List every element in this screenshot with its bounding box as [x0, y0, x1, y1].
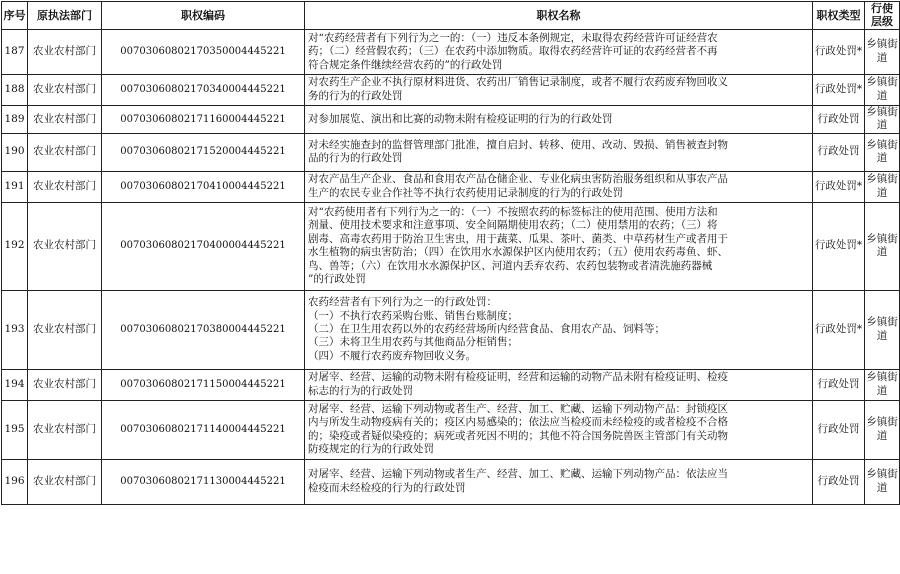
row-type: 行政处罚 [813, 400, 865, 459]
row-type: 行政处罚* [813, 171, 865, 202]
row-code: 00703060802170400004445221 [102, 202, 305, 290]
row-number: 191 [2, 171, 28, 202]
row-code: 00703060802171520004445221 [102, 133, 305, 171]
row-name-line: 剂量、使用技术要求和注意事项、安全间隔期使用农药；（二）使用禁用的农药；（三）将 [308, 219, 718, 232]
table-row [2, 105, 900, 133]
row-name [305, 459, 813, 504]
row-name [305, 202, 813, 290]
row-number: 195 [2, 400, 28, 459]
header-row [2, 2, 900, 30]
row-name-line: 务的行为的行政处罚 [308, 89, 403, 102]
row-number: 193 [2, 290, 28, 369]
row-name [305, 133, 813, 171]
row-name-line: 对农药生产企业不执行原材料进货、农药出厂销售记录制度，或者不履行农药废弃物回收义 [308, 76, 728, 89]
table-row [2, 133, 900, 171]
row-name-line: 农药经营者有下列行为之一的行政处罚： [308, 296, 497, 309]
row-name-line: 对屠宰、经营、运输下列动物或者生产、经营、加工、贮藏、运输下列动物产品：封锁疫区 [308, 402, 728, 415]
row-dept: 农业农村部门 [28, 202, 102, 290]
table-row [2, 74, 900, 105]
header-no: 序号 [2, 2, 28, 30]
row-level: 乡镇街道 [865, 369, 900, 400]
row-level: 乡镇街道 [865, 74, 900, 105]
header-type: 职权类型 [813, 2, 865, 30]
row-level: 乡镇街道 [866, 105, 898, 132]
row-number: 196 [2, 459, 28, 504]
row-name-line: 对未经实施查封的监督管理部门批准，擅自启封、转移、使用、改动、毁损、销售被查封物 [308, 138, 728, 151]
row-name-line: 对农产品生产企业、食品和食用农产品仓储企业、专业化病虫害防治服务组织和从事农产品 [308, 173, 728, 186]
row-name-line: 对屠宰、经营、运输下列动物或者生产、经营、加工、贮藏、运输下列动物产品：依法应当 [308, 468, 728, 481]
row-name [305, 29, 813, 74]
row-name [305, 290, 813, 369]
row-name-line: ”的行政处罚 [308, 272, 366, 285]
row-code: 00703060802170340004445221 [102, 74, 305, 105]
row-name-line: 对屠宰、经营、运输的动物未附有检疫证明，经营和运输的动物产品未附有检疫证明、检疫 [308, 371, 728, 384]
authority-table [1, 1, 900, 505]
row-code: 00703060802170380004445221 [102, 290, 305, 369]
row-dept: 农业农村部门 [28, 459, 102, 504]
table-row [2, 459, 900, 504]
row-name-line: 生产的农民专业合作社等不执行农药使用记录制度的行为的行政处罚 [308, 186, 623, 199]
row-name-line: 剧毒、高毒农药用于防治卫生害虫，用于蔬菜、瓜果、茶叶、菌类、中草药材生产或者用于 [308, 232, 728, 245]
row-name-line: 水生植物的病虫害防治；（四）在饮用水水源保护区内使用农药；（五）使用农药毒鱼、虾、 [308, 246, 728, 259]
row-name-line: 的；染疫或者疑似染疫的；病死或者死因不明的；其他不符合国务院兽医主管部门有关动物 [308, 429, 728, 442]
row-name-line: 品的行为的行政处罚 [308, 152, 403, 165]
row-name [305, 105, 813, 133]
row-name-line: 符合规定条件继续经营农药的”的行政处罚 [308, 58, 503, 71]
row-number: 192 [2, 202, 28, 290]
row-name-line: （二）在卫生用农药以外的农药经营场所内经营食品、食用农产品、饲料等； [308, 322, 665, 335]
row-name-line: 检疫而未经检疫的行为的行政处罚 [308, 481, 466, 494]
header-level: 行使层级 [865, 2, 900, 30]
row-type: 行政处罚* [813, 29, 865, 74]
row-code: 00703060802171130004445221 [102, 459, 305, 504]
row-type: 行政处罚 [813, 459, 865, 504]
row-level: 乡镇街道 [865, 133, 900, 171]
row-level: 乡镇街道 [865, 202, 900, 290]
row-dept: 农业农村部门 [28, 171, 102, 202]
row-level: 乡镇街道 [865, 29, 900, 74]
row-type: 行政处罚* [813, 74, 865, 105]
table-row [2, 29, 900, 74]
row-name-line: （三）未将卫生用农药与其他商品分柜销售； [308, 336, 518, 349]
row-number: 189 [2, 105, 28, 133]
row-type: 行政处罚 [813, 133, 865, 171]
header-name: 职权名称 [305, 2, 813, 30]
row-code: 00703060802171150004445221 [102, 369, 305, 400]
row-type: 行政处罚* [813, 202, 865, 290]
row-dept: 农业农村部门 [28, 105, 102, 133]
row-type: 行政处罚* [813, 290, 865, 369]
row-level: 乡镇街道 [865, 459, 900, 504]
table-row [2, 171, 900, 202]
row-level: 乡镇街道 [865, 171, 900, 202]
row-number: 194 [2, 369, 28, 400]
row-type: 行政处罚 [813, 105, 865, 133]
row-level: 乡镇街道 [865, 400, 900, 459]
row-name-line: 药；（二）经营假农药；（三）在农药中添加物质。取得农药经营许可证的农药经营者不再 [308, 45, 718, 58]
row-dept: 农业农村部门 [28, 29, 102, 74]
row-dept: 农业农村部门 [28, 74, 102, 105]
row-name-line: 对“农药经营者有下列行为之一的：（一）违反本条例规定，未取得农药经营许可证经营农 [308, 31, 718, 44]
table-row [2, 369, 900, 400]
row-name [305, 171, 813, 202]
header-code: 职权编码 [102, 2, 305, 30]
row-name-line: 防疫规定的行为的行政处罚 [308, 443, 434, 456]
row-name-line: （一）不执行农药采购台账、销售台账制度； [308, 309, 518, 322]
row-name [305, 400, 813, 459]
row-number: 188 [2, 74, 28, 105]
table-row [2, 202, 900, 290]
row-code: 00703060802170410004445221 [102, 171, 305, 202]
row-name [305, 74, 813, 105]
row-dept: 农业农村部门 [28, 133, 102, 171]
table-row [2, 290, 900, 369]
row-name-line: 内与所发生动物疫病有关的；疫区内易感染的；依法应当检疫而未经检疫的或者检疫不合格 [308, 416, 728, 429]
row-code: 00703060802171140004445221 [102, 400, 305, 459]
row-dept: 农业农村部门 [28, 369, 102, 400]
row-dept: 农业农村部门 [28, 290, 102, 369]
row-level: 乡镇街道 [865, 290, 900, 369]
row-code: 00703060802171160004445221 [102, 105, 305, 133]
row-number: 190 [2, 133, 28, 171]
row-name-line: 对“农药使用者有下列行为之一的：（一）不按照农药的标签标注的使用范围、使用方法和 [308, 205, 718, 218]
row-name-line: 鸟、兽等；（六）在饮用水水源保护区、河道内丢弃农药、农药包装物或者清洗施药器械 [308, 259, 713, 272]
row-name [305, 369, 813, 400]
row-name-line: 对参加展览、演出和比赛的动物未附有检疫证明的行为的行政处罚 [308, 112, 613, 125]
row-type: 行政处罚 [813, 369, 865, 400]
row-number: 187 [2, 29, 28, 74]
table-row [2, 400, 900, 459]
row-dept: 农业农村部门 [28, 400, 102, 459]
header-dept: 原执法部门 [28, 2, 102, 30]
row-code: 00703060802170350004445221 [102, 29, 305, 74]
row-name-line: 标志的行为的行政处罚 [308, 384, 413, 397]
row-name-line: （四）不履行农药废弃物回收义务。 [308, 349, 476, 362]
